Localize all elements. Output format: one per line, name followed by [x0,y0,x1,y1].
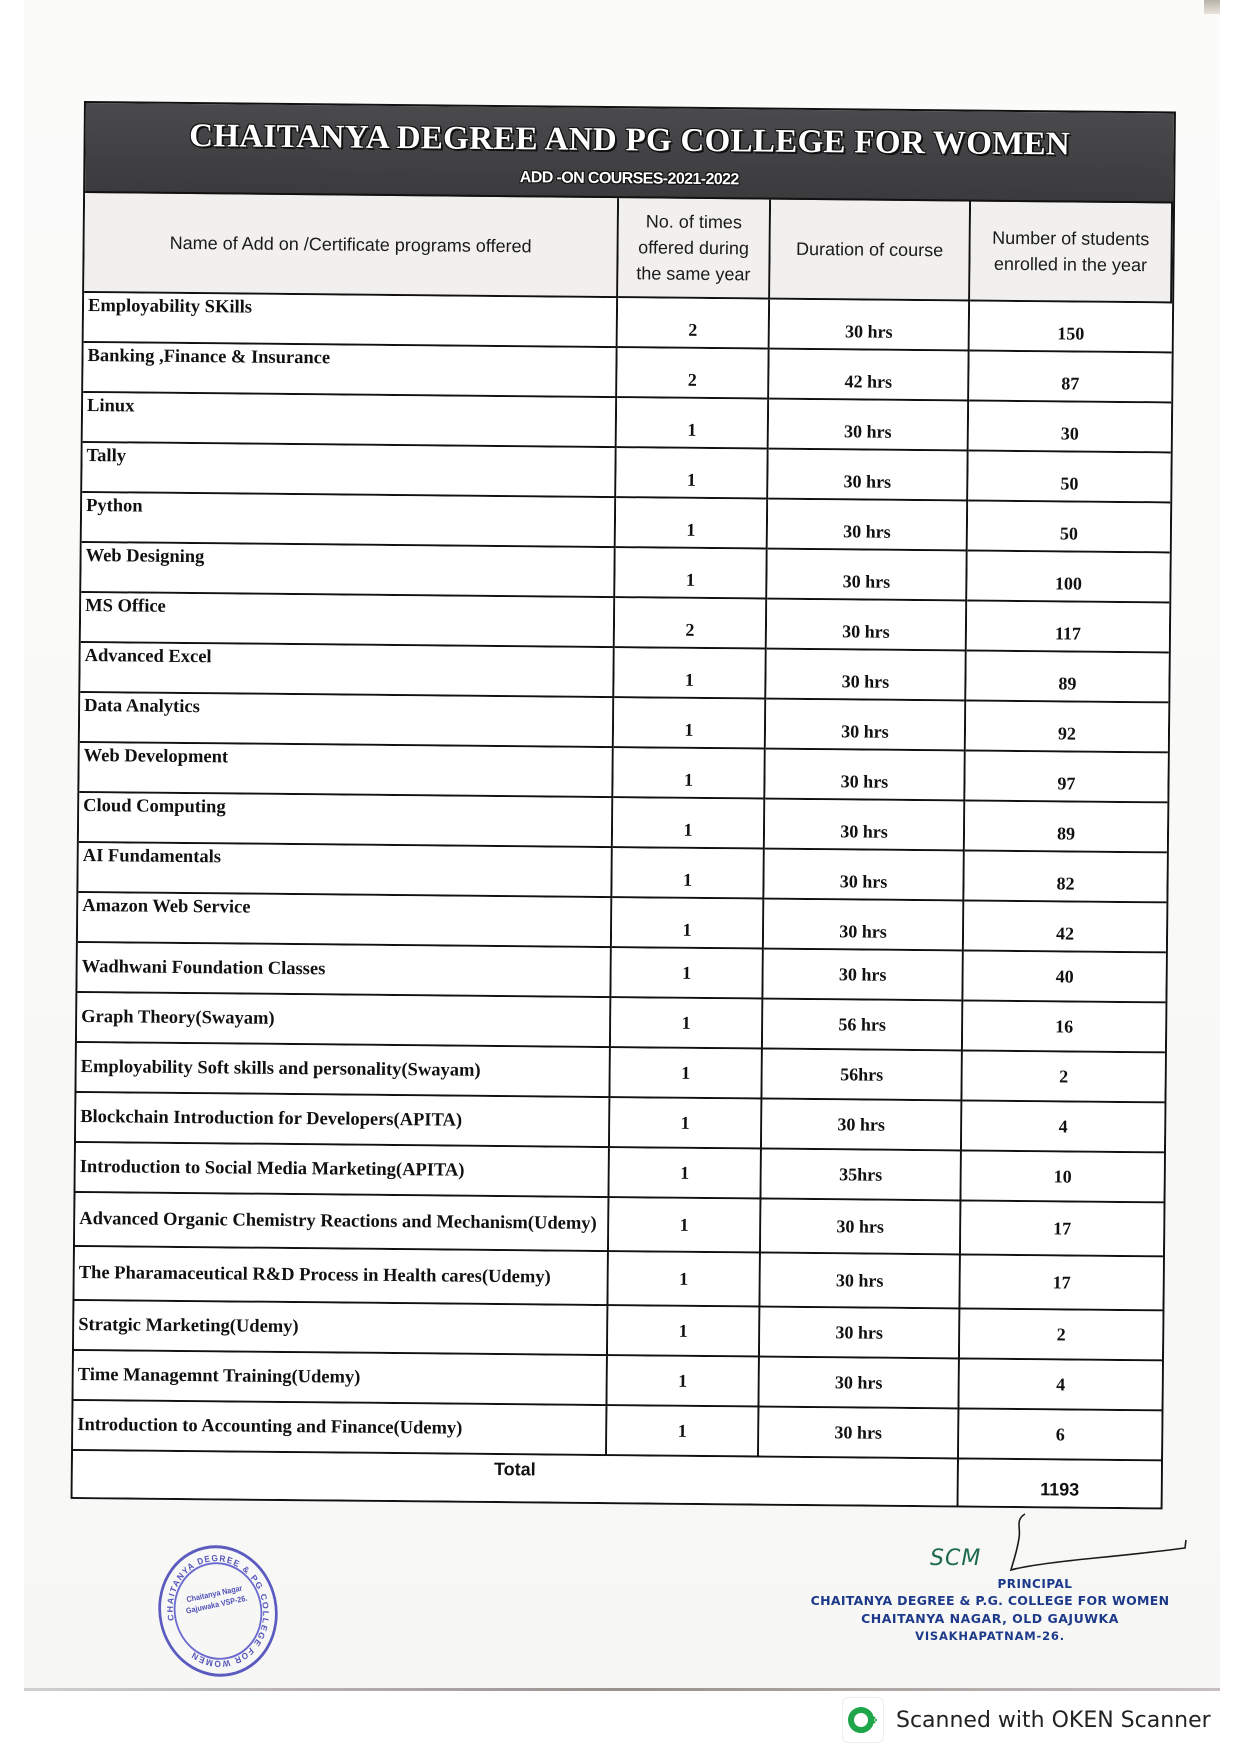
course-name-cell: MS Office [81,593,615,648]
times-offered-cell: 1 [617,398,769,449]
times-offered-cell: 1 [610,1048,762,1099]
duration-cell: 30 hrs [760,1254,961,1310]
course-name-cell: Graph Theory(Swayam) [77,993,611,1048]
course-name-cell: Introduction to Social Media Marketing(APITA) [76,1143,610,1198]
times-offered-cell: 1 [610,1098,762,1149]
course-name-cell: Cloud Computing [79,793,613,848]
duration-cell: 30 hrs [769,400,969,452]
students-enrolled-cell: 30 [969,402,1171,454]
duration-cell: 30 hrs [765,750,965,802]
students-enrolled-cell: 92 [966,701,1168,753]
course-name-cell: Banking ,Finance & Insurance [83,343,617,398]
times-offered-cell: 1 [609,1198,762,1253]
times-offered-cell: 1 [612,898,764,949]
duration-cell: 35hrs [761,1150,961,1202]
times-offered-cell: 1 [614,698,766,749]
students-enrolled-cell: 89 [966,651,1168,703]
times-offered-cell: 1 [608,1252,761,1307]
course-name-cell: Introduction to Accounting and Finance(Udemy) [73,1401,607,1456]
students-enrolled-cell: 4 [962,1101,1164,1153]
students-enrolled-cell: 87 [969,352,1171,404]
times-offered-cell: 1 [607,1356,759,1407]
column-header-duration: Duration of course [770,200,971,302]
scanner-watermark-text: Scanned with OKEN Scanner [896,1707,1211,1733]
column-header-times: No. of times offered during the same year [618,198,771,299]
times-offered-cell: 2 [617,348,769,399]
principal-stamp [800,1576,1180,1645]
duration-cell: 30 hrs [762,1100,962,1152]
course-name-cell: Employability Soft skills and personality(Swayam) [76,1043,610,1098]
duration-cell: 30 hrs [766,650,966,702]
course-name-cell: Data Analytics [80,693,614,748]
signature-initials: SCM [930,1546,982,1571]
course-name-cell: Python [82,493,616,548]
course-name-cell: AI Fundamentals [78,843,612,898]
duration-cell: 30 hrs [765,800,965,852]
total-students-value: 1193 [959,1459,1161,1507]
seal-center-text: Chaitanya Nagar Gajuwaka VSP-26. [185,1583,249,1616]
course-name-cell: Web Development [79,743,613,798]
times-offered-cell: 1 [615,548,767,599]
seal-ring-text: CHAITANYA DEGREE & PG COLLEGE FOR WOMEN [165,1552,271,1670]
students-enrolled-cell: 50 [968,502,1170,554]
column-header-name: Name of Add on /Certificate programs offered [84,193,619,298]
scanner-watermark [842,1698,1211,1742]
times-offered-cell: 1 [611,948,763,999]
students-enrolled-cell: 2 [960,1309,1162,1361]
times-offered-cell: 1 [609,1148,761,1199]
students-enrolled-cell: 4 [959,1359,1161,1411]
duration-cell: 30 hrs [764,900,964,952]
course-name-cell: Advanced Excel [80,643,614,698]
times-offered-cell: 2 [618,298,770,349]
principal-role: PRINCIPAL [997,1577,1073,1591]
duration-cell: 56hrs [762,1050,962,1102]
svg-text:CHAITANYA DEGREE & PG COLLEGE [154,1543,281,1679]
students-enrolled-cell: 16 [963,1001,1165,1053]
duration-cell: 30 hrs [760,1308,960,1360]
students-enrolled-cell: 6 [959,1409,1161,1461]
page-bottom-edge [24,1688,1220,1691]
duration-cell: 30 hrs [767,600,967,652]
students-enrolled-cell: 40 [963,951,1165,1003]
course-name-cell: Web Designing [81,543,615,598]
courses-subtitle: ADD -ON COURSES-2021-2022 [519,169,739,189]
duration-cell: 30 hrs [770,300,970,352]
oken-scanner-logo-icon [842,1697,884,1743]
duration-cell: 56 hrs [763,1000,963,1052]
course-name-cell: Wadhwani Foundation Classes [77,943,611,998]
times-offered-cell: 1 [613,798,765,849]
table-banner [85,103,1174,203]
duration-cell: 30 hrs [768,450,968,502]
times-offered-cell: 1 [607,1406,759,1457]
duration-cell: 30 hrs [768,500,968,552]
times-offered-cell: 1 [616,448,768,499]
students-enrolled-cell: 2 [962,1051,1164,1103]
duration-cell: 30 hrs [761,1200,962,1256]
duration-cell: 30 hrs [766,700,966,752]
times-offered-cell: 1 [612,848,764,899]
students-enrolled-cell: 17 [960,1255,1163,1311]
stamp-city: VISAKHAPATNAM-26. [915,1629,1065,1643]
course-name-cell: Employability SKills [84,293,618,348]
duration-cell: 30 hrs [763,950,963,1002]
course-name-cell: The Pharamaceutical R&D Process in Health cares(Udemy) [74,1247,608,1306]
course-name-cell: Blockchain Introduction for Developers(APITA) [76,1093,610,1148]
total-label: Total [73,1451,959,1506]
students-enrolled-cell: 89 [965,801,1167,853]
students-enrolled-cell: 10 [961,1151,1163,1203]
times-offered-cell: 1 [614,648,766,699]
students-enrolled-cell: 150 [970,302,1172,354]
column-header-students: Number of students enrolled in the year [970,202,1173,304]
times-offered-cell: 2 [615,598,767,649]
times-offered-cell: 1 [608,1306,760,1357]
times-offered-cell: 1 [611,998,763,1049]
times-offered-cell: 1 [613,748,765,799]
students-enrolled-cell: 82 [964,851,1166,903]
table-grid [73,193,1173,1507]
times-offered-cell: 1 [616,498,768,549]
duration-cell: 30 hrs [759,1358,959,1410]
students-enrolled-cell: 97 [965,751,1167,803]
course-name-cell: Linux [83,393,617,448]
page-corner-shadow [1204,0,1220,14]
students-enrolled-cell: 117 [967,602,1169,654]
course-name-cell: Time Managemnt Training(Udemy) [74,1351,608,1406]
course-name-cell: Advanced Organic Chemistry Reactions and Mechanism(Udemy) [75,1193,609,1252]
add-on-courses-table [71,101,1176,1509]
students-enrolled-cell: 100 [967,552,1169,604]
stamp-college-name: CHAITANYA DEGREE & P.G. COLLEGE FOR WOMEN [810,1593,1170,1608]
course-name-cell: Amazon Web Service [78,893,612,948]
course-name-cell: Stratgic Marketing(Udemy) [74,1301,608,1356]
duration-cell: 30 hrs [764,850,964,902]
duration-cell: 42 hrs [769,350,969,402]
course-name-cell: Tally [82,443,616,498]
students-enrolled-cell: 50 [968,452,1170,504]
students-enrolled-cell: 17 [961,1201,1164,1257]
stamp-address: CHAITANYA NAGAR, OLD GAJUWKA [861,1611,1119,1626]
college-title: CHAITANYA DEGREE AND PG COLLEGE FOR WOMEN [189,118,1071,163]
duration-cell: 30 hrs [767,550,967,602]
duration-cell: 30 hrs [759,1408,959,1460]
students-enrolled-cell: 42 [964,901,1166,953]
